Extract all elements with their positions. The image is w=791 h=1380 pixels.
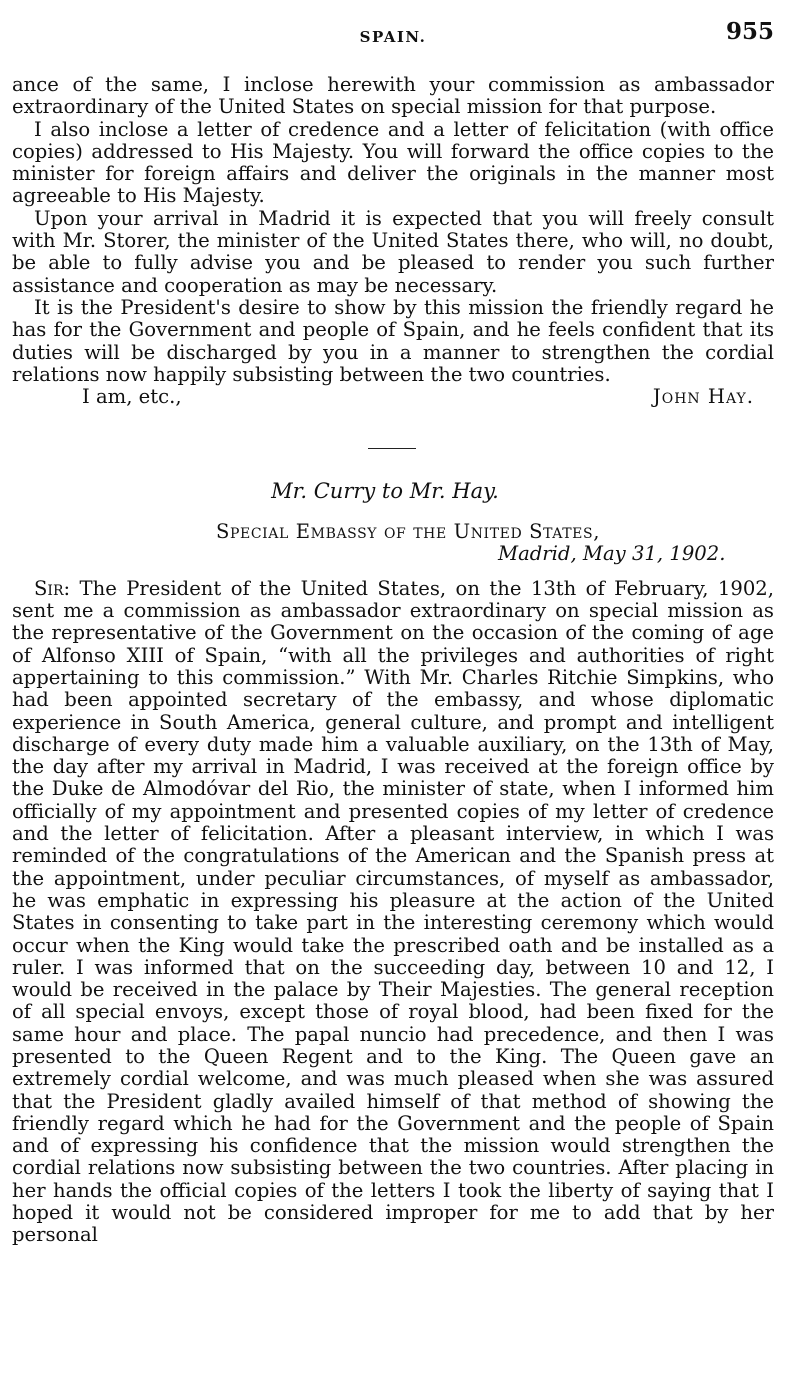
letter-two-body [12, 578, 774, 1247]
page-header [12, 18, 774, 48]
running-head: SPAIN. [359, 28, 427, 46]
paragraph-inclosures: I also inclose a letter of credence and a letter of felicitation (with office copies) addressed to His Majesty. You will forward the office copies to the minister for foreign affairs and deliver the originals in the manner most agreeable to His Majesty. [12, 117, 774, 208]
page-number: 955 [725, 18, 774, 45]
dateline [12, 521, 774, 566]
paragraph-continuation: ance of the same, I inclose herewith your commission as ambassador extraordinary of the United States on special mission for that purpose. [12, 73, 774, 119]
paragraph-arrival: Upon your arrival in Madrid it is expected that you will freely consult with Mr. Storer, the minister of the United States there, who will, no doubt, be able to fully advise you and be pleased to render you such further assistance and cooperation as may be necessary. [12, 206, 774, 297]
body-text: The President of the United States, on the 13th of February, 1902, sent me a commission as ambassador extraordinary on special mission as the representative of the Government on the occasion of the coming of age of Alfonso XIII of Spain, “with all the privileges and authorities of right appertaining to this commission.” With Mr. Charles Ritchie Simpkins, who had been appointed secretary of the embassy, and whose diplomatic experience in South America, general culture, and prompt and intelligent discharge of every duty made him a valuable auxiliary, on the 13th of May, the day after my arrival in Madrid, I was received at the foreign office by the Duke de Almodóvar del Rio, the minister of state, when I informed him officially of my appointment and presented copies of my letter of credence and the letter of felicitation. After a pleasant interview, in which I was reminded of the congratulations of the American and the Spanish press at the appointment, under peculiar circumstances, of myself as ambassador, he was emphatic in expressing his pleasure at the action of the United States in consenting to take part in the interesting ceremony which would occur when the King would take the prescribed oath and be installed as a ruler. I was informed that on the succeeding day, between 10 and 12, I would be received in the palace by Their Majesties. The general reception of all special envoys, except those of royal blood, had been fixed for the same hour and place. The papal nuncio had precedence, and then I was presented to the Queen Regent and to the King. The Queen gave an extremely cordial welcome, and was much pleased when she was assured that the President gladly availed himself of that method of showing the friendly regard which he had for the Government and the people of Spain and of expressing his confidence that the mission would strengthen the cordial relations now subsisting between the two countries. After placing in her hands the official copies of the letters I took the liberty of saying that I hoped it would not be considered improper for me to add that by her personal [12, 576, 774, 1247]
office-line: Special Embassy of the United States, [216, 520, 601, 544]
closing-line [12, 386, 774, 408]
signature: John Hay. [652, 385, 754, 409]
letter-one [12, 74, 774, 408]
salutation: Sir: [34, 576, 71, 600]
paragraph-president-desire: It is the President's desire to show by this mission the friendly regard he has for the Government and people of Spain, and he feels confident that its duties will be discharged by you in a manner to strengthen the cordial relations now happily subsisting between the two countries. [12, 295, 774, 386]
letter-heading: Mr. Curry to Mr. Hay. [271, 479, 499, 504]
date-line: Madrid, May 31, 1902. [498, 542, 726, 566]
section-divider [368, 448, 416, 449]
document-page [12, 18, 774, 1247]
closing-phrase: I am, etc., [82, 385, 182, 409]
